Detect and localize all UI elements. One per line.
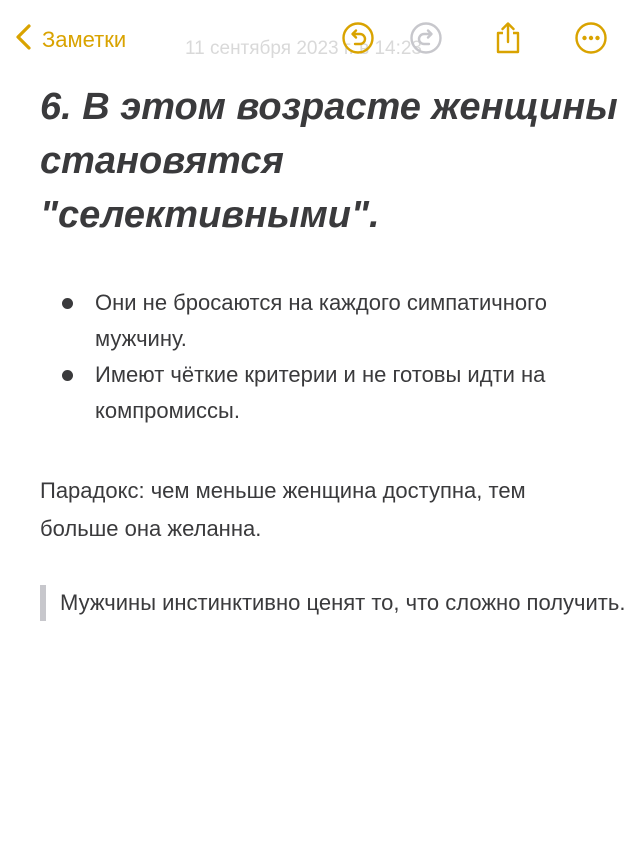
more-button[interactable] — [573, 22, 609, 58]
list-item: Имеют чёткие критерии и не готовы идти на компромиссы. — [40, 357, 610, 429]
note-date: 11 сентября 2023 г. в 14:23 — [185, 38, 422, 59]
back-button-label: Заметки — [42, 27, 127, 52]
redo-button[interactable] — [408, 22, 444, 58]
back-button[interactable] — [14, 22, 126, 58]
note-paragraph: Парадокс: чем меньше женщина доступна, тем больше она желанна. — [40, 478, 526, 541]
bullet-list — [40, 285, 610, 429]
chevron-left-icon — [14, 23, 32, 57]
undo-icon — [341, 21, 375, 60]
note-title: 6. В этом возрасте женщины становятся "селективными". — [40, 86, 618, 236]
redo-icon — [409, 21, 443, 60]
quote-text: Мужчины инстинктивно ценят то, что сложно получить. — [60, 590, 626, 615]
more-icon — [574, 21, 608, 60]
share-icon — [491, 21, 525, 60]
share-button[interactable] — [490, 22, 526, 58]
block-quote — [40, 585, 630, 621]
undo-button[interactable] — [340, 22, 376, 58]
list-item: Они не бросаются на каждого симпатичного мужчину. — [40, 285, 610, 357]
navigation-bar — [0, 0, 640, 80]
